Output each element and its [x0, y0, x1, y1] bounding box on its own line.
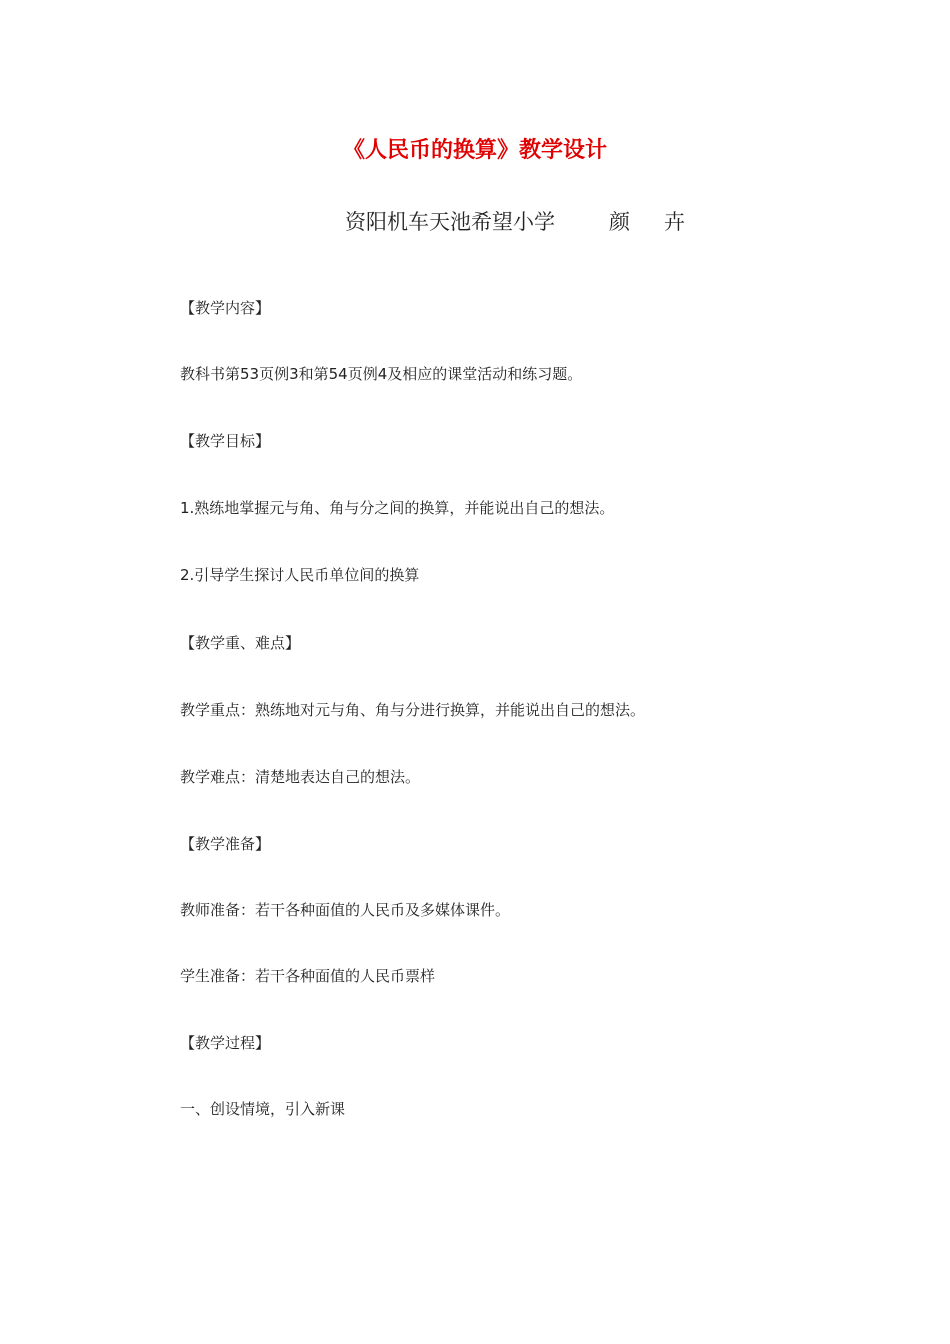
process-step-1: 一、创设情境，引入新课 [180, 1100, 346, 1118]
paragraph-content: 教科书第53页例3和第54页例4及相应的课堂活动和练习题。 [180, 365, 583, 383]
objective-item-1: 1.熟练地掌握元与角、角与分之间的换算，并能说出自己的想法。 [180, 499, 615, 517]
section-heading-process: 【教学过程】 [180, 1034, 271, 1052]
keypoint-focus: 教学重点：熟练地对元与角、角与分进行换算，并能说出自己的想法。 [180, 701, 646, 719]
preparation-student: 学生准备：若干各种面值的人民币票样 [180, 967, 436, 985]
section-heading-objectives: 【教学目标】 [180, 432, 271, 450]
document-title: 《人民币的换算》教学设计 [342, 138, 607, 163]
byline [345, 207, 719, 237]
author-name: 颜卉 [609, 210, 719, 234]
school-name: 资阳机车天池希望小学 [345, 210, 555, 234]
section-heading-keypoints: 【教学重、难点】 [180, 634, 301, 652]
section-heading-preparation: 【教学准备】 [180, 835, 271, 853]
keypoint-difficulty: 教学难点：清楚地表达自己的想法。 [180, 768, 421, 786]
section-heading-content: 【教学内容】 [180, 299, 271, 317]
objective-item-2: 2.引导学生探讨人民币单位间的换算 [180, 566, 420, 584]
preparation-teacher: 教师准备：若干各种面值的人民币及多媒体课件。 [180, 901, 511, 919]
